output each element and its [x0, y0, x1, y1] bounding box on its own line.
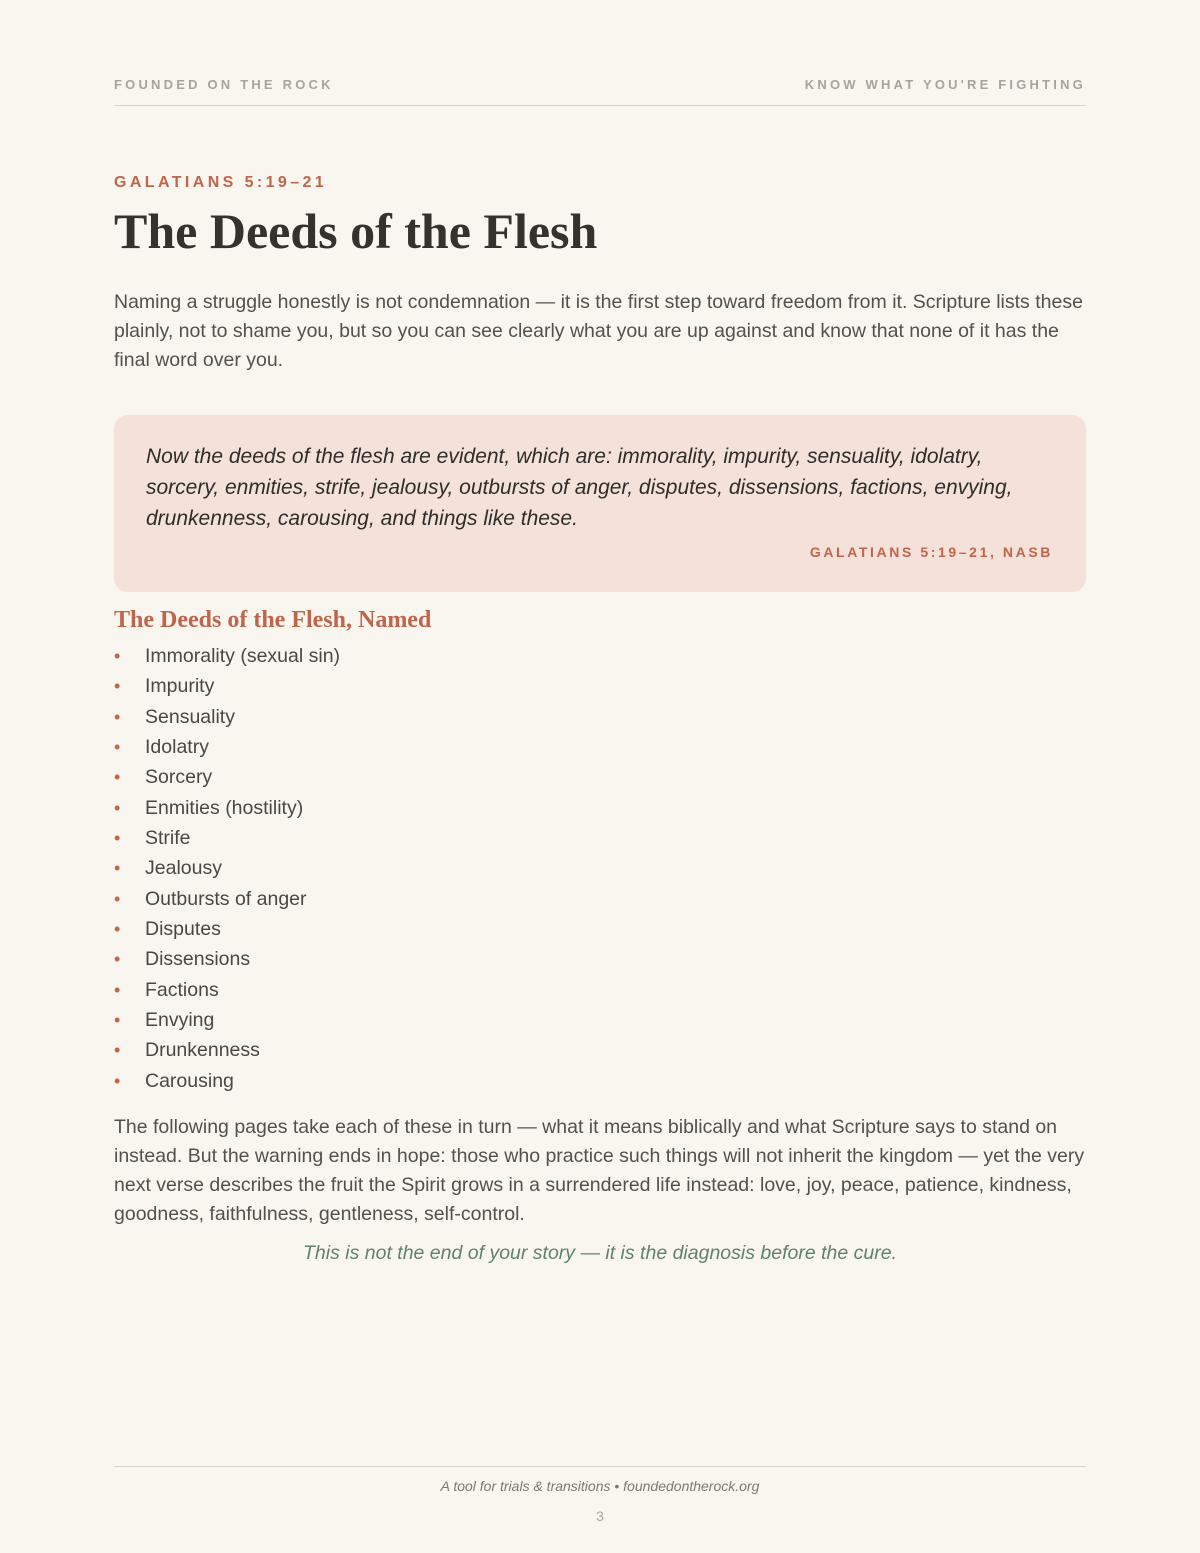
- running-header: [114, 77, 1086, 92]
- list-item: [114, 732, 340, 762]
- intro-paragraph: Naming a struggle honestly is not condemnation — it is the first step toward freedom from it. Scripture lists these plainly, not to shame you, but so you can see clearly what you are up against and know that none of it has the final word over you.: [114, 291, 1083, 371]
- list-item-label: Envying: [145, 1009, 215, 1032]
- running-header-left: FOUNDED ON THE ROCK: [114, 77, 334, 92]
- closing-paragraph: The following pages take each of these in turn — what it means biblically and what Scripture says to stand on instead. But the warning ends in hope: those who practice such things will not inherit the kingdom — yet the very next verse describes the fruit the Spirit grows in a surrendered life instead: love, joy, peace, patience, kindness, goodness, faithfulness, gentleness, self-control.: [114, 1116, 1085, 1225]
- footer-text: A tool for trials & transitions • foundedontherock.org: [440, 1478, 760, 1494]
- scripture-callout: [114, 415, 1086, 592]
- page-title: The Deeds of the Flesh: [114, 203, 598, 259]
- list-item-label: Factions: [145, 978, 219, 1001]
- list-item-label: Impurity: [145, 675, 215, 698]
- list-item: [114, 884, 340, 914]
- bullet-icon: •: [114, 888, 121, 909]
- bullet-icon: •: [114, 737, 121, 758]
- bullet-icon: •: [114, 767, 121, 788]
- list-item: [114, 914, 340, 944]
- list-item: [114, 975, 340, 1005]
- list-item: [114, 671, 340, 701]
- page-number: 3: [596, 1508, 604, 1524]
- bullet-icon: •: [114, 706, 121, 727]
- list-item-label: Enmities (hostility): [145, 796, 304, 819]
- list-item-label: Sorcery: [145, 766, 213, 789]
- list-item-label: Outbursts of anger: [145, 887, 307, 910]
- list-item: [114, 641, 340, 671]
- bullet-icon: •: [114, 676, 121, 697]
- bullet-icon: •: [114, 797, 121, 818]
- list-item-label: Jealousy: [145, 857, 222, 880]
- list-item-label: Dissensions: [145, 948, 251, 971]
- list-item-label: Idolatry: [145, 736, 209, 759]
- list-item: [114, 944, 340, 974]
- section-heading: The Deeds of the Flesh, Named: [114, 607, 432, 633]
- list-item: [114, 853, 340, 883]
- bullet-icon: •: [114, 949, 121, 970]
- scripture-quote: Now the deeds of the flesh are evident, which are: immorality, impurity, sensuality, idolatry, sorcery, enmities, strife, jealousy, outbursts of anger, disputes, dissensions, factions, envying, drunkenness, carousing, and things like these.: [146, 445, 1013, 530]
- tagline: This is not the end of your story — it is the diagnosis before the cure.: [303, 1242, 897, 1264]
- bullet-icon: •: [114, 858, 121, 879]
- bullet-icon: •: [114, 828, 121, 849]
- list-item: [114, 1035, 340, 1065]
- footer-divider: [114, 1466, 1086, 1467]
- list-item: [114, 762, 340, 792]
- bullet-icon: •: [114, 919, 121, 940]
- bullet-icon: •: [114, 1010, 121, 1031]
- document-page: [114, 0, 1086, 1553]
- list-item: [114, 1066, 340, 1096]
- list-item-label: Carousing: [145, 1069, 234, 1092]
- list-item: [114, 823, 340, 853]
- list-item: [114, 1005, 340, 1035]
- list-item-label: Immorality (sexual sin): [145, 645, 341, 667]
- bullet-icon: •: [114, 646, 121, 666]
- list-item-label: Strife: [145, 827, 191, 850]
- bullet-icon: •: [114, 979, 121, 1000]
- bullet-icon: •: [114, 1040, 121, 1061]
- list-item: [114, 793, 340, 823]
- list-item-label: Drunkenness: [145, 1039, 260, 1062]
- bullet-icon: •: [114, 1070, 121, 1091]
- scripture-reference: GALATIANS 5:19–21, NASB: [809, 544, 1053, 560]
- running-header-right: KNOW WHAT YOU'RE FIGHTING: [804, 77, 1086, 92]
- list-item-label: Disputes: [145, 918, 221, 941]
- list-item: [114, 702, 340, 732]
- list-item-label: Sensuality: [145, 705, 235, 728]
- header-divider: [114, 105, 1086, 106]
- deeds-list: [114, 641, 340, 1096]
- scripture-eyebrow: GALATIANS 5:19–21: [114, 174, 328, 191]
